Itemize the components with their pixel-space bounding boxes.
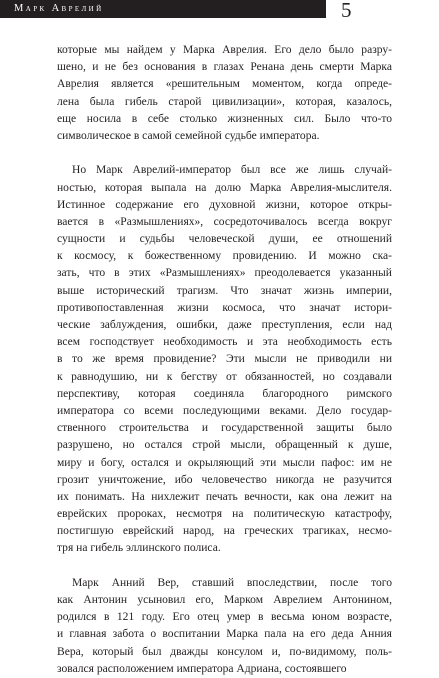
text-line: символическое в самой семейной судьбе императора. <box>57 129 320 142</box>
text-line: еще носила в себе столько жизненных сил. Было что-то <box>57 112 392 125</box>
text-line: миру и богу, остался и окрыляющий эти мысли пафос: им не <box>57 456 392 469</box>
text-line: противопоставленная жизни космоса, что значат истори- <box>57 301 392 314</box>
text-line: всем господствует необходимость и эта необходимость есть <box>57 336 392 349</box>
text-line: их понимать. На нихлежит печать вечности, как она лежит на <box>57 490 392 503</box>
text-line: вается в «Размышлениях», сосредоточивалось всегда вокруг <box>57 215 392 228</box>
header-bar <box>0 0 326 18</box>
text-line: выше исторический трагизм. Что значат жизнь империи, <box>57 284 392 297</box>
text-line: еврейских пророках, несмотря на политическую катастрофу, <box>57 508 392 521</box>
text-line: которые мы найдем у Марка Аврелия. Его дело было разру- <box>57 44 392 56</box>
text-line: Марк Анний Вер, ставший впоследствии, после того <box>72 576 392 589</box>
text-line: Вера, который был дважды консулом и, по-видимому, поль- <box>57 645 392 658</box>
text-line: постигшую еврейский народ, на греческих трагиках, несмо- <box>57 525 392 538</box>
text-line: тря на гибель эллинского полиса. <box>57 542 221 555</box>
text-line: как Антонин усыновил его, Марком Аврелием Антонином, <box>57 594 392 606</box>
paragraph <box>57 575 392 678</box>
text-line: грозит уничтожение, ибо человечество никогда не разучится <box>57 473 392 486</box>
running-title: Марк Аврелий <box>14 3 104 14</box>
text-line: шено, и не без основания в глазах Ренана день смерти Марка <box>57 61 392 74</box>
text-line: и главная забота о воспитании Марка пала на его деда Анния <box>57 628 392 641</box>
text-line: сущности и судьбы человеческой души, ее отношений <box>57 233 392 246</box>
paragraph <box>57 162 392 557</box>
page-number: 5 <box>341 0 352 22</box>
running-header <box>0 0 439 24</box>
text-line: к космосу, к божественному провидению. И можно ска- <box>57 250 392 263</box>
text-line: зовался расположением императора Адриана, состоявшего <box>57 662 347 675</box>
text-line: Истинное содержание его духовной жизни, которое откры- <box>57 198 392 211</box>
text-line: Аврелия является «решительным моментом, когда опреде- <box>57 78 392 91</box>
text-line: в то же время провидение? Эти мысли не приводили ни <box>57 353 392 366</box>
text-line: ностью, которая выпала на долю Марка Аврелия-мыслителя. <box>57 181 392 194</box>
text-line: императора со всеми последующими веками. Дело государ- <box>57 404 392 417</box>
text-line: Но Марк Аврелий-император был все же лишь случай- <box>72 164 392 177</box>
text-line: зать, что в этих «Размышлениях» преодолевается указанный <box>57 267 392 280</box>
text-line: родился в 121 году. Его отец умер в весьма юном возрасте, <box>57 611 392 624</box>
paragraph <box>57 42 392 145</box>
text-line: ственного строительства и государственной защиты было <box>57 422 392 435</box>
text-line: лена была гибель старой цивилизации», которая, казалось, <box>57 95 392 108</box>
text-line: ческие заблуждения, ошибки, даже преступления, если над <box>57 319 392 331</box>
text-line: перспективу, которая соединяла благородного римского <box>57 387 392 400</box>
text-line: разрушено, но остался строй мысли, обращенный к душе, <box>57 439 392 452</box>
text-line: к равнодушию, ни к бегству от обязанностей, но создавали <box>57 370 392 383</box>
body-text <box>57 42 392 678</box>
